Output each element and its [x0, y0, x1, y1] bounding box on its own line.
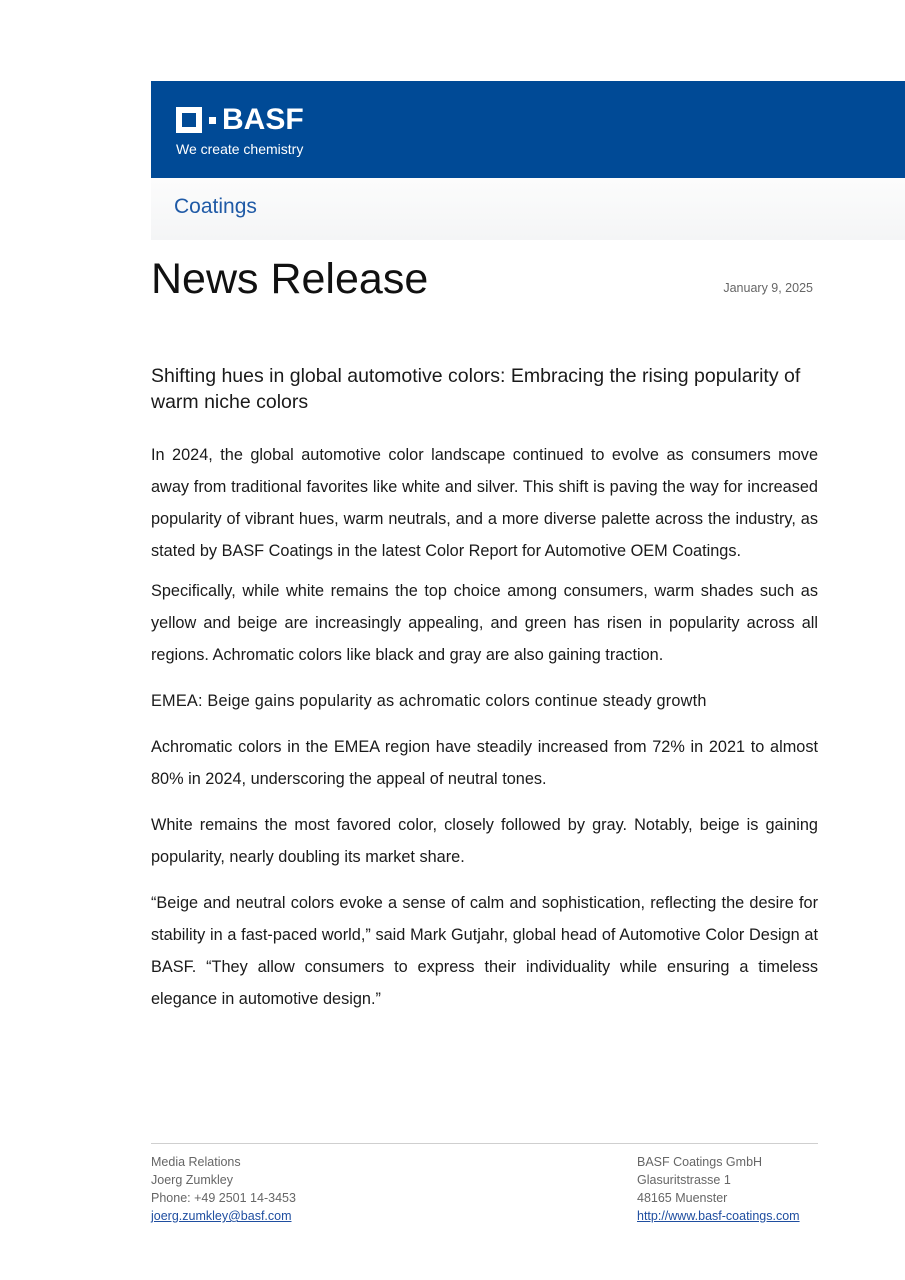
company-address [637, 1153, 800, 1225]
company-street: Glasuritstrasse 1 [637, 1173, 731, 1187]
basf-logo [176, 105, 304, 135]
contact-name: Joerg Zumkley [151, 1173, 233, 1187]
section-heading: EMEA: Beige gains popularity as achromatic colors continue steady growth [151, 692, 707, 710]
contact-phone: Phone: +49 2501 14-3453 [151, 1191, 296, 1205]
headline: Shifting hues in global automotive colors: Embracing the rising popularity of warm niche colors [151, 365, 801, 413]
logo-square-icon [176, 107, 202, 133]
logo-dot-icon [209, 117, 216, 124]
quote-paragraph: “Beige and neutral colors evoke a sense of calm and sophistication, reflecting the desire for stability in a fast-paced world,” said Mark Gutjahr, global head of Automotive Color Design at BASF. “They allow consumers to express their individuality while ensuring a timeless elegance in automotive design.” [151, 894, 818, 1008]
company-city: 48165 Muenster [637, 1191, 728, 1205]
contact-department: Media Relations [151, 1155, 241, 1169]
company-name: BASF Coatings GmbH [637, 1155, 763, 1169]
division-label: Coatings [174, 195, 257, 218]
article-body [151, 363, 818, 1023]
company-website-link[interactable]: http://www.basf-coatings.com [637, 1209, 800, 1223]
media-contact [151, 1153, 296, 1225]
header-banner [151, 81, 905, 178]
intro-paragraph-2: Specifically, while white remains the top choice among consumers, warm shades such as yellow and beige are increasingly appealing, and green has risen in popularity across all regions. Achromatic colors like black and gray are also gaining traction. [151, 582, 818, 664]
tagline: We create chemistry [176, 141, 304, 157]
release-date: January 9, 2025 [723, 281, 813, 295]
footer-divider [151, 1143, 818, 1144]
section-paragraph-2: White remains the most favored color, closely followed by gray. Notably, beige is gaining popularity, nearly doubling its market share. [151, 816, 818, 866]
division-band [151, 178, 905, 240]
section-paragraph-1: Achromatic colors in the EMEA region have steadily increased from 72% in 2021 to almost 80% in 2024, underscoring the appeal of neutral tones. [151, 738, 818, 788]
page-title: News Release [151, 255, 429, 303]
logo-wordmark: BASF [222, 103, 304, 136]
intro-paragraph-1: In 2024, the global automotive color landscape continued to evolve as consumers move away from traditional favorites like white and silver. This shift is paving the way for increased popularity of vibrant hues, warm neutrals, and a more diverse palette across the industry, as stated by BASF Coatings in the latest Color Report for Automotive OEM Coatings. [151, 446, 818, 560]
contact-email-link[interactable]: joerg.zumkley@basf.com [151, 1209, 292, 1223]
